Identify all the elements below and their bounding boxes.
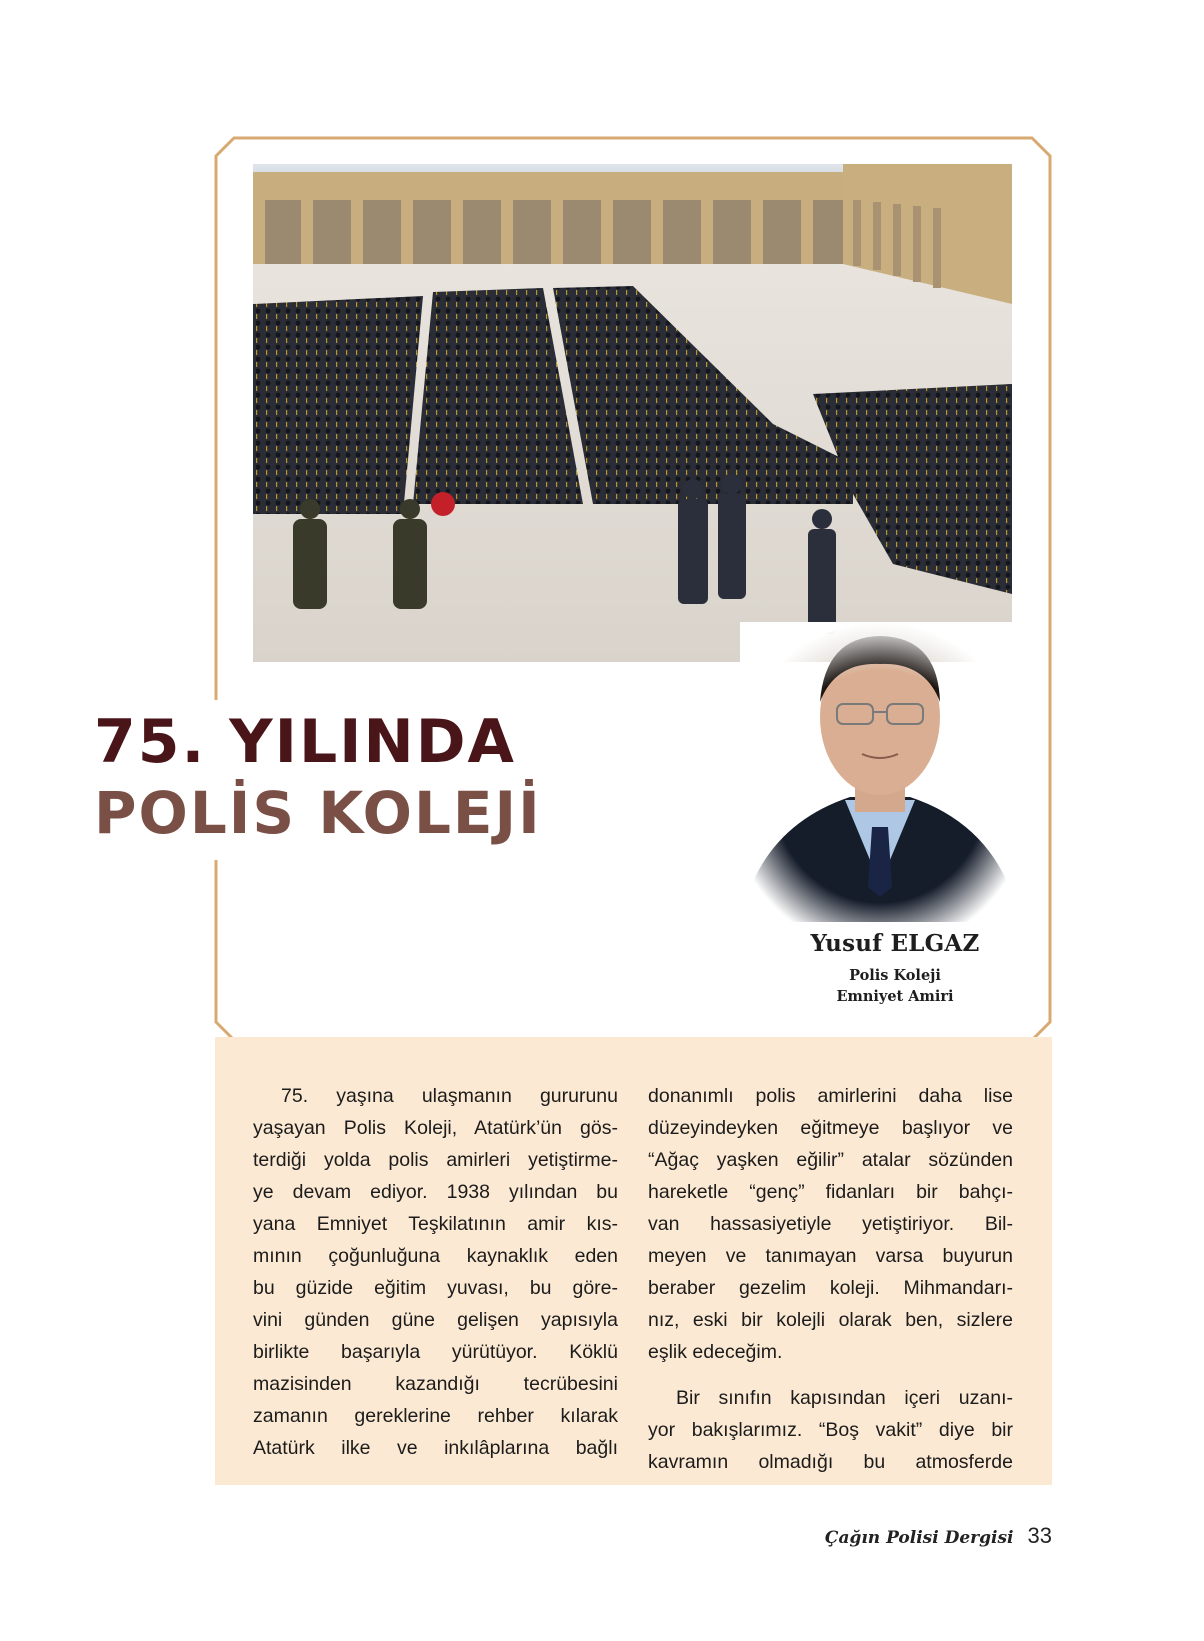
text-line: ye devam ediyor. 1938 yılından bu <box>253 1181 618 1203</box>
text-line: terdiği yolda polis amirleri yetiştirme- <box>253 1149 618 1171</box>
author-name: Yusuf ELGAZ <box>810 930 980 957</box>
paragraph <box>253 1080 618 1464</box>
text-line: yor bakışlarımız. “Boş vakit” diye bir <box>648 1419 1013 1441</box>
magazine-name: Çağın Polisi Dergisi <box>824 1528 1014 1548</box>
author-role-line-2: Emniyet Amiri <box>836 988 954 1006</box>
text-line: Atatürk ilke ve inkılâplarına bağlı <box>253 1437 618 1459</box>
text-line: mının çoğunluğuna kaynaklık eden <box>253 1245 618 1267</box>
article-headline <box>94 707 734 847</box>
text-line: meyen ve tanımayan varsa buyurun <box>648 1245 1013 1267</box>
text-line: van hassasiyetiyle yetiştiriyor. Bil- <box>648 1213 1013 1235</box>
body-column-2 <box>648 1080 1013 1478</box>
body-column-1 <box>253 1080 618 1464</box>
text-line: bu güzide eğitim yuvası, bu göre- <box>253 1277 618 1299</box>
headline-line-1: 75. YILINDA <box>94 707 516 777</box>
page-number: 33 <box>1027 1523 1052 1548</box>
author-block <box>760 930 1030 1007</box>
text-line: “Ağaç yaşken eğilir” atalar sözünden <box>648 1149 1013 1171</box>
page-footer <box>825 1523 1052 1549</box>
text-line: beraber gezelim koleji. Mihmandarı- <box>648 1277 1013 1299</box>
ceremony-photo <box>253 164 1012 662</box>
author-role-line-1: Polis Koleji <box>849 967 941 984</box>
text-line: vini günden güne gelişen yapısıyla <box>253 1309 618 1331</box>
text-line: kavramın olmadığı bu atmosferde <box>648 1451 1013 1473</box>
paragraph <box>648 1080 1013 1368</box>
text-line: 75. yaşına ulaşmanın gururunu <box>281 1085 618 1107</box>
text-line: eşlik edeceğim. <box>648 1341 783 1363</box>
text-line: Bir sınıfın kapısından içeri uzanı- <box>676 1387 1013 1409</box>
text-line: yana Emniyet Teşkilatının amir kıs- <box>253 1213 618 1235</box>
author-portrait <box>740 622 1020 922</box>
text-line: mazisinden kazandığı tecrübesini <box>253 1373 618 1395</box>
text-line: düzeyindeyken eğitmeye başlıyor ve <box>648 1117 1013 1139</box>
text-line: donanımlı polis amirlerini daha lise <box>648 1085 1013 1107</box>
text-line: birlikte başarıyla yürütüyor. Köklü <box>253 1341 618 1363</box>
text-line: hareketle “genç” fidanları bir bahçı- <box>648 1181 1013 1203</box>
text-line: yaşayan Polis Koleji, Atatürk’ün gös- <box>253 1117 618 1139</box>
paragraph <box>648 1382 1013 1478</box>
text-line: zamanın gereklerine rehber kılarak <box>253 1405 618 1427</box>
headline-line-2: POLİS KOLEJİ <box>94 779 542 847</box>
text-line: nız, eski bir kolejli olarak ben, sizlere <box>648 1309 1013 1331</box>
